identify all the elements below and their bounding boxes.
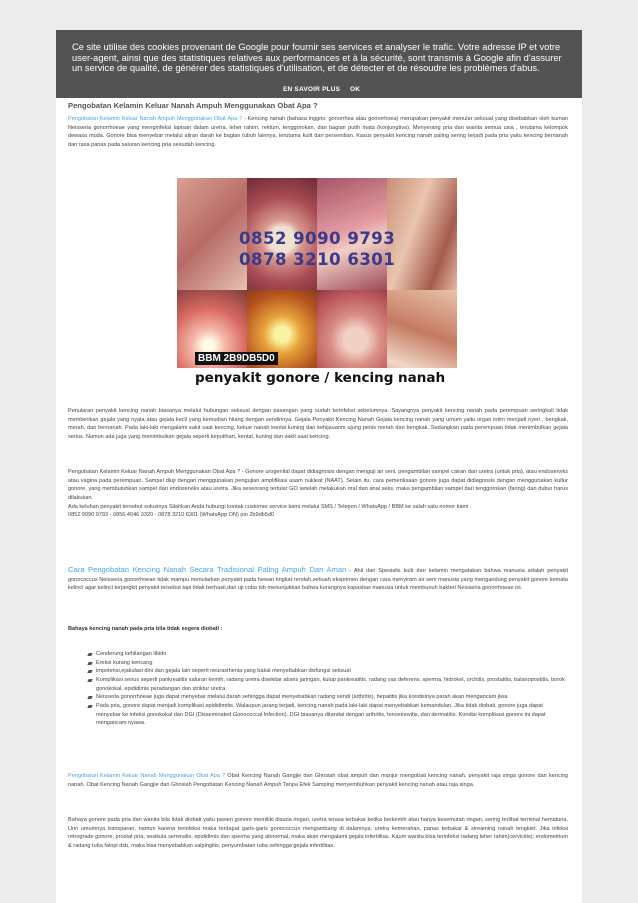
traditional-link[interactable]: Cara Pengobatan Kencing Nanah Secara Tradisional Paling Ampuh Dan Aman — [68, 565, 347, 574]
phone-number-2: 0878 3210 6301 — [239, 250, 396, 269]
list-item: Komplikasi serius seperti pankreatitis saluran kemih, radang uretra disekitar abses jaringan, kulup pankreatitis, radang vas deferens, sperma, hidrokel, orchitis, prostatitis, balanopostitis, borok gonokokal, epididimis peradangan dan striktur uretra. — [88, 676, 568, 693]
learn-more-button[interactable]: EN SAVOIR PLUS — [283, 86, 341, 93]
paragraph-3-numbers: 0852 9090 9793 - 0856 4046 3320 - 0878 3210 6301 (WhatsApp ON) pin 2b9db5d0 — [68, 512, 275, 519]
paragraph-5-text: Obat Kencing Nanah Gangjie dan Ghosiah obat ampuh dan manjur mengobati kencing nanah, penyakit raja singa gonore dan kencing nanah. Obat Kencing Nanah Gangjie dan Ghosiah Pengobatan Kencing Nanah Ampuh Tanpa Efek Samping menyembuhkan penyakit kencing nanah atau raja singa. — [68, 773, 568, 788]
ok-button[interactable]: OK — [350, 86, 361, 93]
paragraph-5 — [68, 772, 568, 789]
cookie-banner — [56, 30, 582, 98]
paragraph-3-contact: Ada keluhan penyakit tersebut solusinya Silahkan Anda hubungi kontak customer service kami melalui SMS / Telepon / WhatsApp / BBM ke salah satu nomor kami — [68, 503, 469, 510]
post-title: Pengobatan Kelamin Keluar Nanah Ampuh Menggunakan Obat Apa ? — [68, 101, 318, 110]
intro-text: - Kencing nanah (bahasa inggris: gonorrhea atau gonorrhoea) merupakan penyakit menular seksual yang disebabkan oleh kuman Neisseria gonorrhoeae yang menginfeksi lapisan dalam uretra, leher rahim, rektum, tenggorokan, dan bagian putih mata (konjungtiva). Menyerang pria dan wanita semua usia , terutama kelompok dewasa muda. Gonore bisa menyebar melalui aliran darah ke bagian tubuh lainnya, terutama kulit dan persendian. Kasus penyakit kencing nanah paling sering terjadi pada pria yaitu kencing bernanah dan rasa panas pada saluran kencing pria sesudah kencing. — [68, 116, 568, 148]
cookie-message: Ce site utilise des cookies provenant de Google pour fournir ses services et analyser le trafic. Votre adresse IP et votre user-agent, ainsi que des statistiques relatives aux performances et à la sécurité, sont transmis à Google afin d'assurer un service de qualité, de générer des statistiques d'utilisation, et de détecter et de résoudre les problèmes d'abus. — [72, 42, 562, 73]
paragraph-2: Penularan penyakit kencing nanah biasanya melalui hubungan seksual dengan pasangan yang sudah terinfeksi sebelumnya. Sayangnya penyakit kencing nanah pada perempuan seringkali tidak memberikan gejala yang nyata atau gejala kecil yang kemudian hilang dengan sendirinya. Gejala Penyakit Kencing Nanah Gejala kencing nanah yang umum yaitu organ intim menjadi nyeri , bengkak, merah, dan bernanah. Pada laki-laki mengalami sakit saat kencing, keluar nanah kental kuning dan kehijauanm ujung penis merah dan bengkak. Sedangkan pada perempuan tidak menimbulkan gejala serius. Namun ada juga yang menimbulkan gejala seperti keputihan, kental, kuning dan sakit saat kencing. — [68, 408, 568, 440]
symptoms-list — [88, 650, 568, 728]
paragraph-4 — [68, 566, 568, 593]
list-item: Cenderung kehilangan libido — [88, 650, 568, 659]
paragraph-6: Bahaya gonore pada pria dan wanita bila tidak diobati yaitu pasien gonore memiliki disuria ringan, uretra terasa terbakar ketika berkemih atau hanya kesemutan ringan, sering terlihat terminal hematuria. Urin umumnya transparan, namun karena terinfeksi maka terdapat garis-garis gonococcus mengambang di dalamnya, uretra kemerahan, panas terbakar & streaming nanah tengkiet. Jika infeksi retrograde gonore, prostat pria, vesikula seminalis, epididimis dan sperma yang abnormal, maka akan mengalami gejala infertilitas. Kaum wanita bisa terinfeksi radang leher rahim(cervicitis); endometrium & radang tuba falopi dsb, maka bisa menyebabkan salpingitis, penyumbatan tuba sehingga gejala infertilitas. — [68, 817, 568, 849]
intro-paragraph — [68, 115, 568, 150]
treatment-link[interactable]: Pengobatan Kelamin Keluar Nanah Menggunakan Obat Apa ? — [68, 773, 226, 779]
list-item: Pada pria, gonore dapat menjadi komplikasi epididimitis. Walaupun jarang terjadi, kencing nanah pada laki-laki dapat menyebabkan kemandulan. Jika tidak diobati, gonore juga dapat menyebar ke infeksi gonokokal dan DGI (Disseminated Gonococcal Infection). DGI biasanya ditandai dengan arthritis, tenosinovitis, dan dermatitis. Kondisi komplikasi gonore ini dapat mengancam nyawa. — [88, 702, 568, 728]
image-caption: penyakit gonore / kencing nanah — [195, 370, 446, 386]
list-item: impotensi,ejakulasi dini dan gejala lain seperti neurasthenia yang bakal menyebabkan disfungsi seksual — [88, 667, 568, 676]
intro-link[interactable]: Pengobatan Kelamin Keluar Nanah Ampuh Menggunakan Obat Apa ? — [68, 116, 243, 122]
paragraph-3 — [68, 468, 568, 520]
symptoms-heading: Bahaya kencing nanah pada pria bila tidak segera diobati : — [68, 626, 223, 632]
list-item: Neisseria gonorrhoeae juga dapat menyebar melalui darah sehingga dapat menyebabkan radang sendi (arthritis), hepatitis jika kondisinya parah akan mengancam jiwa. — [88, 693, 568, 702]
bbm-pin: BBM 2B9DB5D0 — [195, 352, 278, 365]
phone-number-1: 0852 9090 9793 — [239, 229, 396, 248]
list-item: Ereksi kurang kencang — [88, 659, 568, 668]
paragraph-3-text: Pengobatan Kelamin Keluar Nanah Ampuh Menggunakan Obat Apa ? - Gonore urogenital dapat didiagnosis dengan menguji air seni, pengambilan sampel cairan dari uretra (untuk pria), atau endoserviks atau vagina pada perempuan. Sampel diuji dengan menggunakan pengujian amplifikasi asam nukleat (NAAT). Selain itu, cara pemeriksaan gonore juga dapat didiagnosis dengan menggunakan kultur gonore, yang membutuhkan sampel dari endoserviks atau uretra. Jika seseorang tertular GO setelah melakukan oral dan anal seks, maka pengambilan sampel dari tenggorokan (faring) dan dubur harus dilakukan. — [68, 469, 568, 501]
paragraph-4-text: - Ahli dari Spesialis kulit dan kelamin mengatakan bahwa manusia adalah penyakit gonococcus Neisseria gonorrhoeae tidak mampu menularkan penyakit pada hewan tingkat rendah,sebuah eksprimen dengan cara menyiram air seni manusia yang mengandung penyakit gonore kemata kelinci agar kelinci terjangkit penyakit tersebut tapi tidak berhasil,dari uji coba tsb menunjukkan bahwa kurangnya kapasitas manusia untuk membunuh bakteri Neisseria gonorrhoeae ini. — [68, 568, 568, 592]
post-image — [177, 178, 457, 401]
